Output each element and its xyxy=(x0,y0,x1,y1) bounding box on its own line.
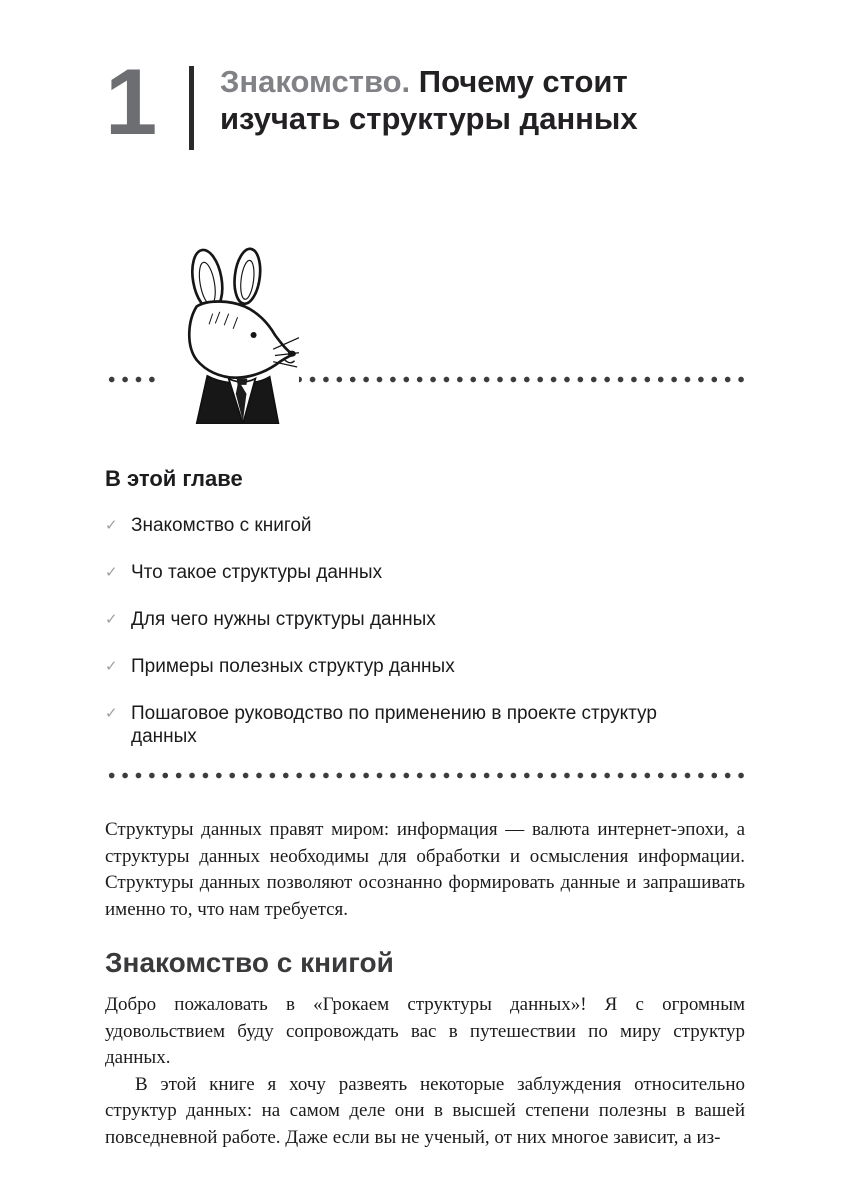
check-icon: ✓ xyxy=(105,704,118,722)
section-heading: Знакомство с книгой xyxy=(105,947,394,978)
checklist-item-label: Пошаговое руководство по применению в проекте структур данных xyxy=(131,703,657,747)
checklist-item xyxy=(105,702,745,748)
illustration-area xyxy=(105,150,745,426)
checklist-item xyxy=(105,561,745,584)
chapter-number: 1 xyxy=(105,49,158,154)
checklist-item xyxy=(105,655,745,678)
checklist-item xyxy=(105,514,745,537)
mouse-in-suit-illustration xyxy=(161,246,299,424)
chapter-title-accent: Знакомство. xyxy=(220,64,411,99)
checklist-item-label: Что такое структуры данных xyxy=(131,562,383,583)
check-icon: ✓ xyxy=(105,610,118,628)
in-this-chapter-heading: В этой главе xyxy=(105,466,243,491)
body-paragraph: В этой книге я хочу развеять некоторые заблуждения относительно структур данных: на самом деле они в высшей степени полезны в вашей повседневной работе. Даже если вы не ученый, от них многое зависит, а из- xyxy=(105,1073,745,1148)
dotted-rule-bottom xyxy=(105,772,745,779)
checklist-item-label: Примеры полезных структур данных xyxy=(131,656,455,677)
chapter-divider-bar xyxy=(189,66,194,150)
in-this-chapter-list xyxy=(105,514,745,748)
chapter-title xyxy=(220,62,692,137)
check-icon: ✓ xyxy=(105,516,118,534)
chapter-title-main: Почему стоит изучать структуры данных xyxy=(220,64,638,136)
checklist-item-label: Для чего нужны структуры данных xyxy=(131,609,436,630)
chapter-header xyxy=(105,49,745,154)
checklist-item xyxy=(105,608,745,631)
body-paragraph: Добро пожаловать в «Грокаем структуры данных»! Я с огромным удовольствием буду сопровождать вас в путешествии по миру структур данных. xyxy=(105,994,745,1068)
check-icon: ✓ xyxy=(105,657,118,675)
check-icon: ✓ xyxy=(105,563,118,581)
checklist-item-label: Знакомство с книгой xyxy=(131,515,312,536)
intro-paragraph: Структуры данных правят миром: информация — валюта интернет-эпохи, а структуры данных необходимы для обработки и осмысления информации. Структуры данных позволяют осознанно формировать данные и запрашивать именно то, что нам требуется. xyxy=(105,819,745,920)
